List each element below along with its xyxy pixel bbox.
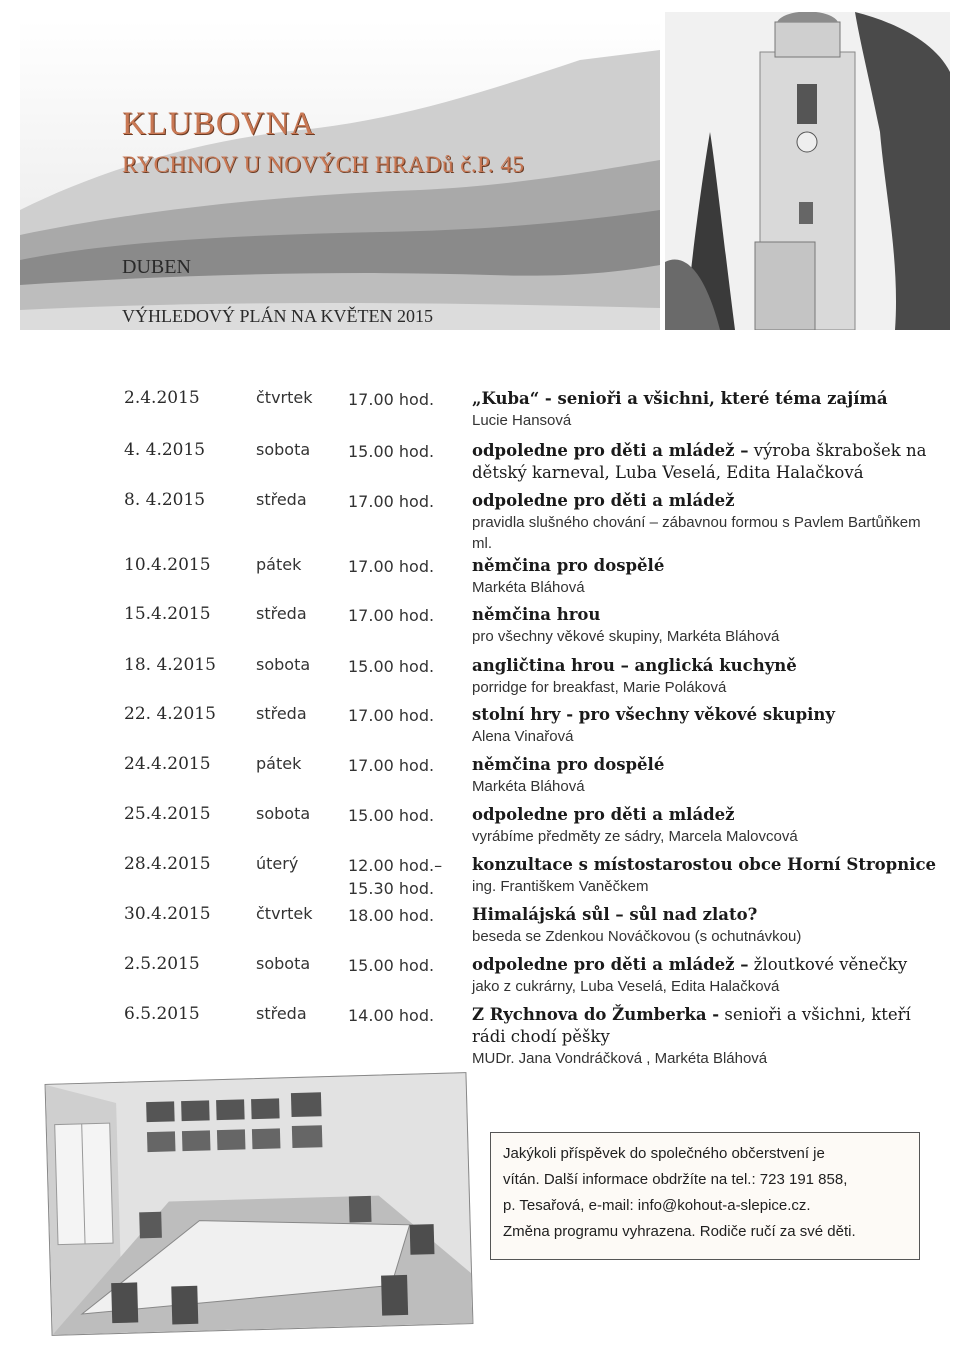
event-title-bold: odpoledne pro děti a mládež bbox=[472, 805, 735, 824]
event-subtitle: vyrábíme předměty ze sádry, Marcela Malovcová bbox=[472, 828, 798, 845]
event-subtitle: Markéta Bláhová bbox=[472, 579, 585, 596]
event-title-bold: odpoledne pro děti a mládež bbox=[472, 491, 735, 510]
event-title bbox=[472, 440, 942, 484]
event-date: 24.4.2015 bbox=[124, 754, 211, 774]
event-subtitle: MUDr. Jana Vondráčková , Markéta Bláhová bbox=[472, 1050, 768, 1067]
event-date: 30.4.2015 bbox=[124, 904, 211, 924]
event-time-line: 15.00 hod. bbox=[348, 442, 435, 461]
event-title bbox=[472, 604, 942, 626]
event-title-bold: angličtina hrou – anglická kuchyně bbox=[472, 656, 797, 675]
event-subtitle: beseda se Zdenkou Nováčkovou (s ochutnávkou) bbox=[472, 928, 802, 945]
event-title-bold: odpoledne pro děti a mládež – bbox=[472, 955, 749, 974]
event-day: sobota bbox=[256, 804, 311, 823]
event-time-line: 14.00 hod. bbox=[348, 1006, 435, 1025]
event-title-extra: senioři a všichni, kteří rádi chodí pěšky bbox=[472, 1005, 911, 1046]
event-title bbox=[472, 490, 942, 512]
event-title bbox=[472, 904, 942, 926]
event-title-bold: konzultace s místostarostou obce Horní Stropnice bbox=[472, 855, 937, 874]
event-time-line: 12.00 hod.– bbox=[348, 856, 443, 875]
event-day: čtvrtek bbox=[256, 388, 313, 407]
event-day: pátek bbox=[256, 754, 302, 773]
event-title-bold: Z Rychnova do Žumberka - bbox=[472, 1005, 720, 1024]
event-time bbox=[348, 804, 458, 827]
event-description bbox=[472, 604, 942, 647]
event-description bbox=[472, 754, 942, 797]
info-line: vítán. Další informace obdržíte na tel.: 723 191 858, bbox=[503, 1171, 848, 1188]
event-time-line: 15.30 hod. bbox=[348, 879, 435, 898]
event-time-line: 18.00 hod. bbox=[348, 906, 435, 925]
event-description bbox=[472, 804, 942, 847]
event-time bbox=[348, 604, 458, 627]
event-title bbox=[472, 1004, 942, 1048]
event-time bbox=[348, 904, 458, 927]
event-description bbox=[472, 655, 942, 698]
event-title-bold: němčina pro dospělé bbox=[472, 755, 665, 774]
event-title-bold: Himalájská sůl – sůl nad zlato? bbox=[472, 905, 758, 924]
event-time bbox=[348, 388, 458, 411]
event-description bbox=[472, 854, 942, 897]
event-date: 8. 4.2015 bbox=[124, 490, 206, 510]
event-time bbox=[348, 490, 458, 513]
event-subtitle: pro všechny věkové skupiny, Markéta Bláhová bbox=[472, 628, 780, 645]
outlook-heading: VÝHLEDOVÝ PLÁN NA KVĚTEN 2015 bbox=[122, 306, 433, 326]
event-title-extra: výroba škrabošek na dětský karneval, Luba Veselá, Edita Halačková bbox=[472, 441, 927, 482]
event-time-line: 17.00 hod. bbox=[348, 756, 435, 775]
event-date: 18. 4.2015 bbox=[124, 655, 216, 675]
info-line: p. Tesařová, e-mail: info@kohout-a-slepice.cz. bbox=[503, 1197, 811, 1214]
event-description bbox=[472, 490, 942, 554]
event-date: 10.4.2015 bbox=[124, 555, 211, 575]
event-time-line: 17.00 hod. bbox=[348, 390, 435, 409]
address-heading: RYCHNOV U NOVÝCH HRADů č.P. 45 bbox=[122, 152, 525, 177]
clubroom-photo bbox=[45, 1072, 474, 1336]
event-date: 6.5.2015 bbox=[124, 1004, 200, 1024]
event-date: 15.4.2015 bbox=[124, 604, 211, 624]
event-description bbox=[472, 704, 942, 747]
event-time-line: 17.00 hod. bbox=[348, 606, 435, 625]
event-day: čtvrtek bbox=[256, 904, 313, 923]
event-day: sobota bbox=[256, 655, 311, 674]
event-day: pátek bbox=[256, 555, 302, 574]
event-title-extra: žloutkové věnečky bbox=[748, 955, 908, 974]
event-time-line: 17.00 hod. bbox=[348, 557, 435, 576]
event-day: středa bbox=[256, 490, 307, 509]
event-day: sobota bbox=[256, 954, 311, 973]
event-time bbox=[348, 704, 458, 727]
event-subtitle: Alena Vinařová bbox=[472, 728, 574, 745]
event-subtitle: porridge for breakfast, Marie Poláková bbox=[472, 679, 727, 696]
event-subtitle: Markéta Bláhová bbox=[472, 778, 585, 795]
event-time bbox=[348, 754, 458, 777]
event-title bbox=[472, 854, 942, 876]
event-time bbox=[348, 440, 458, 463]
event-title-bold: němčina hrou bbox=[472, 605, 601, 624]
event-description bbox=[472, 440, 942, 484]
page-title: KLUBOVNA bbox=[122, 106, 316, 142]
event-time bbox=[348, 954, 458, 977]
event-title bbox=[472, 655, 942, 677]
event-date: 22. 4.2015 bbox=[124, 704, 216, 724]
event-title bbox=[472, 388, 942, 410]
event-description bbox=[472, 954, 942, 997]
event-day: středa bbox=[256, 704, 307, 723]
event-subtitle: pravidla slušného chování – zábavnou formou s Pavlem Bartůňkem ml. bbox=[472, 514, 921, 552]
event-time-line: 17.00 hod. bbox=[348, 492, 435, 511]
event-day: sobota bbox=[256, 440, 311, 459]
event-title bbox=[472, 754, 942, 776]
event-description bbox=[472, 388, 942, 431]
event-time bbox=[348, 655, 458, 678]
event-time-line: 17.00 hod. bbox=[348, 706, 435, 725]
event-date: 28.4.2015 bbox=[124, 854, 211, 874]
event-date: 4. 4.2015 bbox=[124, 440, 206, 460]
event-description bbox=[472, 1004, 942, 1069]
info-line: Změna programu vyhrazena. Rodiče ručí za své děti. bbox=[503, 1223, 856, 1240]
church-tower-photo bbox=[665, 12, 950, 330]
event-time-line: 15.00 hod. bbox=[348, 657, 435, 676]
event-date: 2.4.2015 bbox=[124, 388, 200, 408]
info-line: Jakýkoli příspěvek do společného občerstvení je bbox=[503, 1145, 825, 1162]
event-day: středa bbox=[256, 604, 307, 623]
event-subtitle: jako z cukrárny, Luba Veselá, Edita Halačková bbox=[472, 978, 780, 995]
info-box bbox=[490, 1132, 920, 1260]
event-subtitle: ing. Františkem Vaněčkem bbox=[472, 878, 649, 895]
event-description bbox=[472, 555, 942, 598]
event-time bbox=[348, 555, 458, 578]
event-title-bold: odpoledne pro děti a mládež – bbox=[472, 441, 749, 460]
event-title bbox=[472, 804, 942, 826]
event-time bbox=[348, 854, 458, 900]
event-title-bold: stolní hry - pro všechny věkové skupiny bbox=[472, 705, 835, 724]
event-title bbox=[472, 954, 942, 976]
event-title-bold: němčina pro dospělé bbox=[472, 556, 665, 575]
event-time-line: 15.00 hod. bbox=[348, 806, 435, 825]
event-date: 25.4.2015 bbox=[124, 804, 211, 824]
event-date: 2.5.2015 bbox=[124, 954, 200, 974]
event-time bbox=[348, 1004, 458, 1027]
event-description bbox=[472, 904, 942, 947]
event-subtitle: Lucie Hansová bbox=[472, 412, 572, 429]
event-day: středa bbox=[256, 1004, 307, 1023]
event-title bbox=[472, 555, 942, 577]
event-title-bold: „Kuba“ - senioři a všichni, které téma zajímá bbox=[472, 389, 888, 408]
month-heading: DUBEN bbox=[122, 256, 191, 278]
event-day: úterý bbox=[256, 854, 299, 873]
event-time-line: 15.00 hod. bbox=[348, 956, 435, 975]
event-title bbox=[472, 704, 942, 726]
